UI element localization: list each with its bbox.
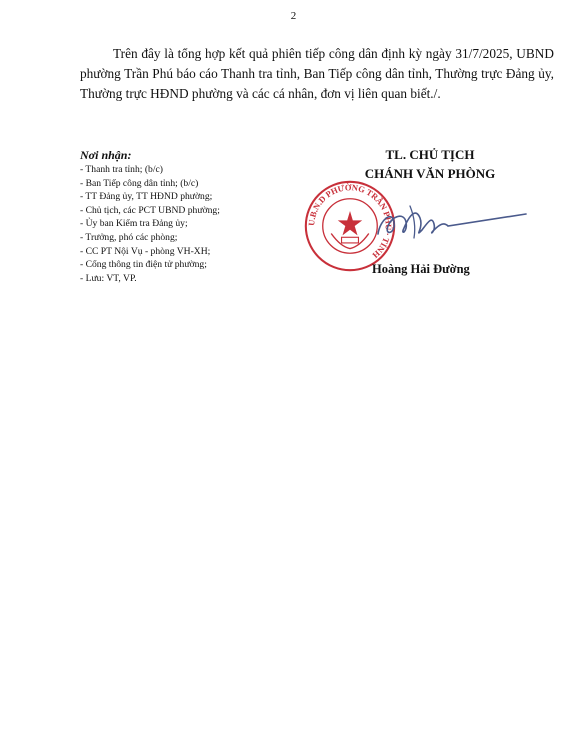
recipient-item: - Ban Tiếp công dân tỉnh; (b/c) <box>80 177 199 189</box>
recipients-block <box>80 147 320 285</box>
recipient-item: - Lưu: VT, VP. <box>80 272 137 284</box>
recipient-item: - TT Đảng ủy, TT HĐND phường; <box>80 191 213 203</box>
seal-gear-icon <box>342 237 359 243</box>
recipient-item: - CC PT Nội Vụ - phòng VH-XH; <box>80 245 211 257</box>
seal-wreath-icon <box>331 234 369 249</box>
report-body <box>80 44 554 104</box>
recipients-list <box>80 163 320 285</box>
handwritten-signature <box>370 192 530 252</box>
seal-text: U.B.N.D PHƯỜNG TRẦN PHÚ · TỈNH <box>306 182 394 261</box>
page-number: 2 <box>290 10 297 22</box>
seal-star-icon <box>338 211 362 235</box>
recipient-item: - Ủy ban Kiểm tra Đảng ủy; <box>80 218 188 230</box>
recipients-title: Nơi nhận: <box>80 148 132 162</box>
recipient-item: - Thanh tra tỉnh; (b/c) <box>80 164 163 175</box>
body-paragraph: Trên đây là tổng hợp kết quả phiên tiếp công dân định kỳ ngày 31/7/2025, UBND phường Trần Phú báo cáo Thanh tra tỉnh, Ban Tiếp công dân tỉnh, Thường trực Đảng ủy, Thường trực HĐND phường và các cá nhân, đơn vị liên quan biết./. <box>80 46 554 101</box>
signature-flourish <box>410 206 415 238</box>
recipient-item: - Trưởng, phó các phòng; <box>80 231 178 243</box>
signature-stroke <box>378 213 526 234</box>
signer-name: Hoàng Hải Đường <box>372 262 470 276</box>
recipient-item: - Chủ tịch, các PCT UBND phường; <box>80 204 220 216</box>
signature-heading <box>330 145 530 183</box>
signature-title-line1: TL. CHỦ TỊCH <box>385 147 475 162</box>
recipient-item: - Cổng thông tin điện tử phường; <box>80 259 207 271</box>
signature-title-line2: CHÁNH VĂN PHÒNG <box>364 166 496 181</box>
